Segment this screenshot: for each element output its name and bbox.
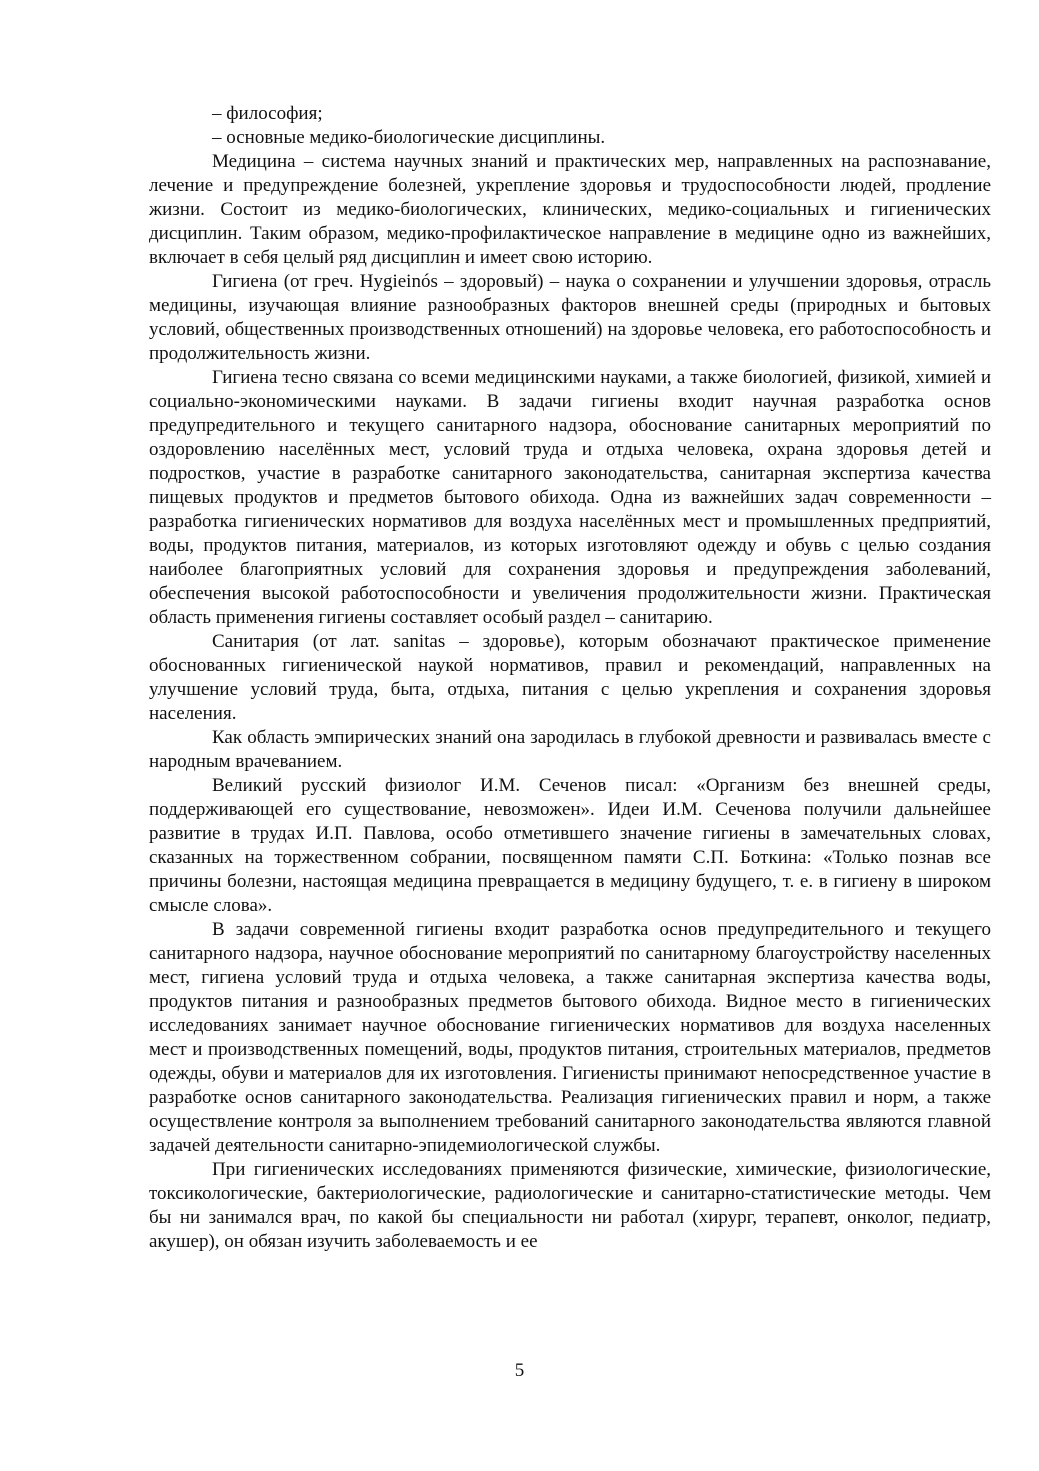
list-item: – основные медико-биологические дисциплины. [212, 127, 606, 148]
paragraph-empirical-origins: Как область эмпирических знаний она зародилась в глубокой древности и развивалась вместе с народным врачеванием. [149, 727, 991, 772]
paragraph-modern-hygiene: В задачи современной гигиены входит разработка основ предупредительного и текущего санитарного надзора, научное обоснование мероприятий по санитарному благоустройству населенных мест, гигиена условий труда и отдыха человека, а также санитарная экспертиза качества воды, продуктов питания и разнообразных предметов бытового обихода. Видное место в гигиенических исследованиях занимает научное обоснование гигиенических нормативов для воздуха населенных мест и производственных помещений, воды, продуктов питания, строительных материалов, предметов одежды, обуви и материалов для их изготовления. Гигиенисты принимают непосредственное участие в разработке основ санитарного законодательства. Реализация гигиенических правил и норм, а также осуществление контроля за выполнением требований санитарного законодательства являются главной задачей деятельности санитарно-эпидемиологической службы. [149, 919, 991, 1156]
paragraph-hygiene-definition: Гигиена (от греч. Hygieinós – здоровый) – наука о сохранении и улучшении здоровья, отрасль медицины, изучающая влияние разнообразных факторов внешней среды (природных и бытовых условий, общественных производственных отношений) на здоровье человека, его работоспособность и продолжительность жизни. [149, 271, 991, 364]
paragraph-hygiene-tasks: Гигиена тесно связана со всеми медицинскими науками, а также биологией, физикой, химией и социально-экономическими науками. В задачи гигиены входит научная разработка основ предупредительного и текущего санитарного надзора, обоснование санитарных мероприятий по оздоровлению населённых мест, условий труда и отдыха человека, охрана здоровья детей и подростков, участие в разработке санитарного законодательства, санитарная экспертиза качества пищевых продуктов и предметов бытового обихода. Одна из важнейших задач современности – разработка гигиенических нормативов для воздуха населённых мест и промышленных предприятий, воды, продуктов питания, материалов, из которых изготовляют одежду и обувь с целью создания наиболее благоприятных условий для сохранения здоровья и предупреждения заболеваний, обеспечения высокой работоспособности и увеличения продолжительности жизни. Практическая область применения гигиены составляет особый раздел – санитарию. [149, 367, 991, 628]
paragraph-medicine: Медицина – система научных знаний и практических мер, направленных на распознавание, лечение и предупреждение болезней, укрепление здоровья и трудоспособности людей, продление жизни. Состоит из медико-биологических, клинических, медико-социальных и гигиенических дисциплин. Таким образом, медико-профилактическое направление в медицине одно из важнейших, включает в себя целый ряд дисциплин и имеет свою историю. [149, 151, 991, 268]
paragraph-sanitation: Санитария (от лат. sanitas – здоровье), которым обозначают практическое применение обоснованных гигиенической наукой нормативов, правил и рекомендаций, направленных на улучшение условий труда, быта, отдыха, питания с целью укрепления и сохранения здоровья населения. [149, 631, 991, 724]
document-page [149, 102, 991, 1254]
page-number: 5 [514, 1360, 525, 1381]
paragraph-research-methods: При гигиенических исследованиях применяются физические, химические, физиологические, токсикологические, бактериологические, радиологические и санитарно-статистические методы. Чем бы ни занимался врач, по какой бы специальности ни работал (хирург, терапевт, онколог, педиатр, акушер), он обязан изучить заболеваемость и ее [149, 1159, 991, 1252]
list-item: – философия; [212, 103, 323, 124]
paragraph-sechenov: Великий русский физиолог И.М. Сеченов писал: «Организм без внешней среды, поддерживающей его существование, невозможен». Идеи И.М. Сеченова получили дальнейшее развитие в трудах И.П. Павлова, особо отметившего значение гигиены в замечательных словах, сказанных на торжественном собрании, посвященном памяти С.П. Боткина: «Только познав все причины болезни, настоящая медицина превращается в медицину будущего, т. е. в гигиену в широком смысле слова». [149, 775, 991, 916]
